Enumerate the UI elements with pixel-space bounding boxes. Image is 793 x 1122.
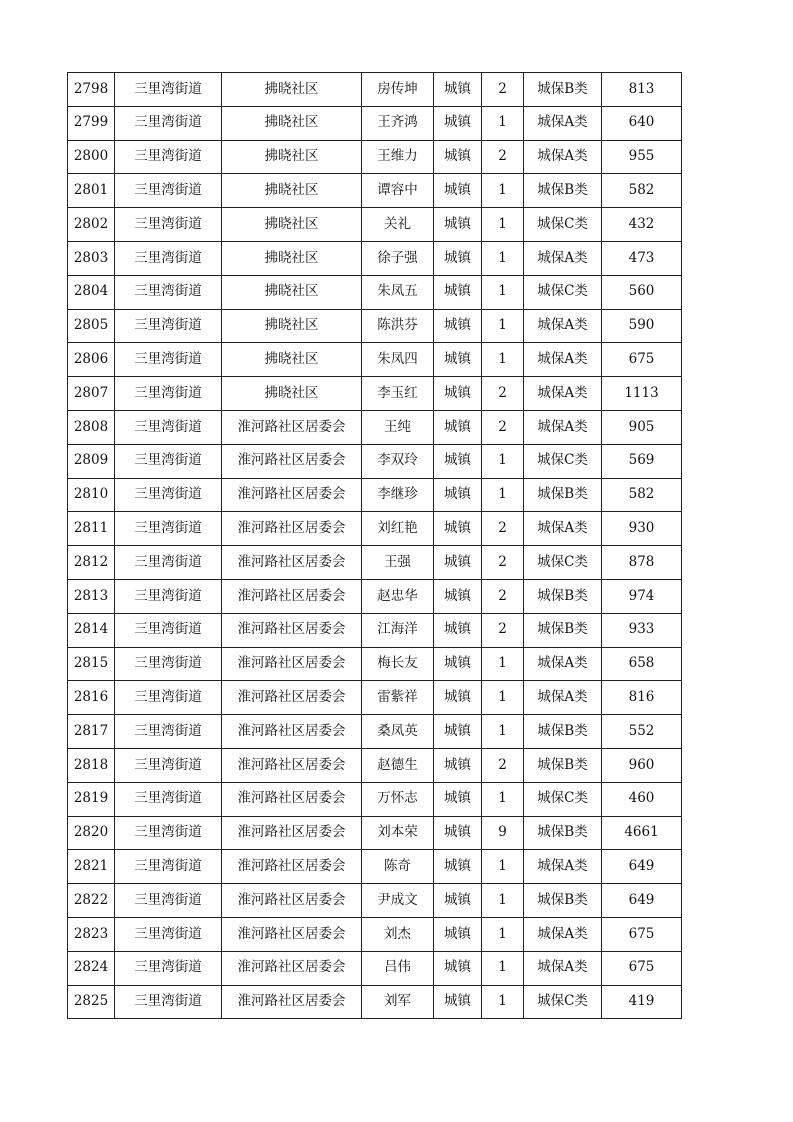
household-size-cell: 1 — [482, 681, 524, 715]
community-cell: 淮河路社区居委会 — [222, 613, 362, 647]
street-office-cell: 三里湾街道 — [115, 140, 222, 174]
household-size-cell: 1 — [482, 884, 524, 918]
serial-number-cell: 2825 — [68, 985, 115, 1019]
community-cell: 拂晓社区 — [222, 140, 362, 174]
household-type-cell: 城镇 — [434, 377, 482, 411]
person-name-cell: 房传坤 — [362, 73, 434, 107]
person-name-cell: 桑凤英 — [362, 715, 434, 749]
street-office-cell: 三里湾街道 — [115, 275, 222, 309]
household-type-cell: 城镇 — [434, 985, 482, 1019]
table-row — [68, 444, 682, 478]
community-cell: 淮河路社区居委会 — [222, 816, 362, 850]
amount-cell: 640 — [602, 106, 682, 140]
household-type-cell: 城镇 — [434, 681, 482, 715]
person-name-cell: 李玉红 — [362, 377, 434, 411]
insurance-category-cell: 城保A类 — [524, 410, 602, 444]
insurance-category-cell: 城保C类 — [524, 782, 602, 816]
person-name-cell: 雷紫祥 — [362, 681, 434, 715]
person-name-cell: 李双玲 — [362, 444, 434, 478]
amount-cell: 955 — [602, 140, 682, 174]
household-type-cell: 城镇 — [434, 444, 482, 478]
household-size-cell: 1 — [482, 478, 524, 512]
insurance-category-cell: 城保C类 — [524, 546, 602, 580]
table-row — [68, 985, 682, 1019]
household-size-cell: 2 — [482, 748, 524, 782]
insurance-category-cell: 城保C类 — [524, 208, 602, 242]
roster-table — [67, 72, 682, 1019]
person-name-cell: 刘本荣 — [362, 816, 434, 850]
insurance-category-cell: 城保B类 — [524, 73, 602, 107]
table-row — [68, 884, 682, 918]
community-cell: 拂晓社区 — [222, 309, 362, 343]
serial-number-cell: 2815 — [68, 647, 115, 681]
household-type-cell: 城镇 — [434, 647, 482, 681]
household-size-cell: 2 — [482, 410, 524, 444]
person-name-cell: 陈奇 — [362, 850, 434, 884]
street-office-cell: 三里湾街道 — [115, 478, 222, 512]
community-cell: 淮河路社区居委会 — [222, 951, 362, 985]
household-size-cell: 2 — [482, 613, 524, 647]
household-type-cell: 城镇 — [434, 748, 482, 782]
household-type-cell: 城镇 — [434, 73, 482, 107]
person-name-cell: 陈洪芬 — [362, 309, 434, 343]
household-size-cell: 1 — [482, 208, 524, 242]
table-row — [68, 850, 682, 884]
serial-number-cell: 2811 — [68, 512, 115, 546]
person-name-cell: 尹成文 — [362, 884, 434, 918]
serial-number-cell: 2800 — [68, 140, 115, 174]
household-size-cell: 2 — [482, 579, 524, 613]
community-cell: 淮河路社区居委会 — [222, 917, 362, 951]
household-type-cell: 城镇 — [434, 715, 482, 749]
amount-cell: 4661 — [602, 816, 682, 850]
household-type-cell: 城镇 — [434, 613, 482, 647]
table-row — [68, 681, 682, 715]
amount-cell: 905 — [602, 410, 682, 444]
community-cell: 淮河路社区居委会 — [222, 410, 362, 444]
street-office-cell: 三里湾街道 — [115, 613, 222, 647]
table-row — [68, 647, 682, 681]
person-name-cell: 关礼 — [362, 208, 434, 242]
community-cell: 淮河路社区居委会 — [222, 850, 362, 884]
serial-number-cell: 2822 — [68, 884, 115, 918]
serial-number-cell: 2810 — [68, 478, 115, 512]
community-cell: 淮河路社区居委会 — [222, 681, 362, 715]
community-cell: 淮河路社区居委会 — [222, 715, 362, 749]
table-row — [68, 478, 682, 512]
household-type-cell: 城镇 — [434, 174, 482, 208]
serial-number-cell: 2798 — [68, 73, 115, 107]
serial-number-cell: 2821 — [68, 850, 115, 884]
insurance-category-cell: 城保B类 — [524, 579, 602, 613]
serial-number-cell: 2817 — [68, 715, 115, 749]
document-page — [67, 72, 682, 1019]
amount-cell: 974 — [602, 579, 682, 613]
household-size-cell: 1 — [482, 985, 524, 1019]
household-type-cell: 城镇 — [434, 478, 482, 512]
person-name-cell: 吕伟 — [362, 951, 434, 985]
insurance-category-cell: 城保A类 — [524, 647, 602, 681]
amount-cell: 675 — [602, 951, 682, 985]
amount-cell: 649 — [602, 884, 682, 918]
serial-number-cell: 2809 — [68, 444, 115, 478]
person-name-cell: 王维力 — [362, 140, 434, 174]
serial-number-cell: 2799 — [68, 106, 115, 140]
amount-cell: 675 — [602, 343, 682, 377]
serial-number-cell: 2814 — [68, 613, 115, 647]
table-row — [68, 613, 682, 647]
insurance-category-cell: 城保A类 — [524, 309, 602, 343]
household-size-cell: 1 — [482, 241, 524, 275]
person-name-cell: 刘红艳 — [362, 512, 434, 546]
household-size-cell: 1 — [482, 715, 524, 749]
amount-cell: 569 — [602, 444, 682, 478]
community-cell: 拂晓社区 — [222, 241, 362, 275]
community-cell: 淮河路社区居委会 — [222, 444, 362, 478]
household-size-cell: 9 — [482, 816, 524, 850]
amount-cell: 552 — [602, 715, 682, 749]
amount-cell: 582 — [602, 174, 682, 208]
table-row — [68, 140, 682, 174]
community-cell: 淮河路社区居委会 — [222, 579, 362, 613]
insurance-category-cell: 城保A类 — [524, 377, 602, 411]
insurance-category-cell: 城保A类 — [524, 106, 602, 140]
household-size-cell: 1 — [482, 275, 524, 309]
amount-cell: 432 — [602, 208, 682, 242]
street-office-cell: 三里湾街道 — [115, 106, 222, 140]
table-row — [68, 377, 682, 411]
person-name-cell: 万怀志 — [362, 782, 434, 816]
street-office-cell: 三里湾街道 — [115, 816, 222, 850]
person-name-cell: 王齐鸿 — [362, 106, 434, 140]
insurance-category-cell: 城保B类 — [524, 478, 602, 512]
table-row — [68, 782, 682, 816]
serial-number-cell: 2812 — [68, 546, 115, 580]
serial-number-cell: 2819 — [68, 782, 115, 816]
serial-number-cell: 2824 — [68, 951, 115, 985]
table-row — [68, 241, 682, 275]
serial-number-cell: 2801 — [68, 174, 115, 208]
household-type-cell: 城镇 — [434, 275, 482, 309]
household-type-cell: 城镇 — [434, 884, 482, 918]
street-office-cell: 三里湾街道 — [115, 377, 222, 411]
table-row — [68, 816, 682, 850]
amount-cell: 960 — [602, 748, 682, 782]
amount-cell: 658 — [602, 647, 682, 681]
household-size-cell: 1 — [482, 850, 524, 884]
street-office-cell: 三里湾街道 — [115, 748, 222, 782]
roster-body — [68, 73, 682, 1019]
serial-number-cell: 2823 — [68, 917, 115, 951]
insurance-category-cell: 城保A类 — [524, 850, 602, 884]
street-office-cell: 三里湾街道 — [115, 681, 222, 715]
person-name-cell: 朱凤五 — [362, 275, 434, 309]
community-cell: 拂晓社区 — [222, 377, 362, 411]
street-office-cell: 三里湾街道 — [115, 241, 222, 275]
amount-cell: 560 — [602, 275, 682, 309]
amount-cell: 813 — [602, 73, 682, 107]
person-name-cell: 江海洋 — [362, 613, 434, 647]
person-name-cell: 刘杰 — [362, 917, 434, 951]
table-row — [68, 174, 682, 208]
street-office-cell: 三里湾街道 — [115, 850, 222, 884]
household-type-cell: 城镇 — [434, 850, 482, 884]
serial-number-cell: 2805 — [68, 309, 115, 343]
insurance-category-cell: 城保C类 — [524, 985, 602, 1019]
community-cell: 淮河路社区居委会 — [222, 985, 362, 1019]
household-type-cell: 城镇 — [434, 546, 482, 580]
community-cell: 拂晓社区 — [222, 73, 362, 107]
insurance-category-cell: 城保A类 — [524, 241, 602, 275]
table-row — [68, 73, 682, 107]
table-row — [68, 546, 682, 580]
household-size-cell: 2 — [482, 377, 524, 411]
person-name-cell: 赵忠华 — [362, 579, 434, 613]
household-type-cell: 城镇 — [434, 208, 482, 242]
street-office-cell: 三里湾街道 — [115, 343, 222, 377]
serial-number-cell: 2808 — [68, 410, 115, 444]
street-office-cell: 三里湾街道 — [115, 579, 222, 613]
street-office-cell: 三里湾街道 — [115, 208, 222, 242]
insurance-category-cell: 城保B类 — [524, 884, 602, 918]
street-office-cell: 三里湾街道 — [115, 985, 222, 1019]
amount-cell: 473 — [602, 241, 682, 275]
insurance-category-cell: 城保C类 — [524, 275, 602, 309]
community-cell: 淮河路社区居委会 — [222, 546, 362, 580]
household-size-cell: 2 — [482, 73, 524, 107]
household-type-cell: 城镇 — [434, 782, 482, 816]
insurance-category-cell: 城保A类 — [524, 951, 602, 985]
insurance-category-cell: 城保B类 — [524, 715, 602, 749]
community-cell: 淮河路社区居委会 — [222, 478, 362, 512]
household-type-cell: 城镇 — [434, 917, 482, 951]
household-size-cell: 1 — [482, 782, 524, 816]
amount-cell: 1113 — [602, 377, 682, 411]
serial-number-cell: 2820 — [68, 816, 115, 850]
street-office-cell: 三里湾街道 — [115, 444, 222, 478]
insurance-category-cell: 城保B类 — [524, 816, 602, 850]
table-row — [68, 106, 682, 140]
community-cell: 拂晓社区 — [222, 174, 362, 208]
amount-cell: 649 — [602, 850, 682, 884]
household-type-cell: 城镇 — [434, 106, 482, 140]
table-row — [68, 917, 682, 951]
person-name-cell: 朱凤四 — [362, 343, 434, 377]
table-row — [68, 410, 682, 444]
serial-number-cell: 2804 — [68, 275, 115, 309]
household-size-cell: 2 — [482, 512, 524, 546]
table-row — [68, 951, 682, 985]
table-row — [68, 715, 682, 749]
insurance-category-cell: 城保A类 — [524, 512, 602, 546]
community-cell: 淮河路社区居委会 — [222, 512, 362, 546]
serial-number-cell: 2802 — [68, 208, 115, 242]
community-cell: 拂晓社区 — [222, 343, 362, 377]
serial-number-cell: 2807 — [68, 377, 115, 411]
amount-cell: 590 — [602, 309, 682, 343]
table-row — [68, 512, 682, 546]
person-name-cell: 刘军 — [362, 985, 434, 1019]
insurance-category-cell: 城保B类 — [524, 174, 602, 208]
table-row — [68, 579, 682, 613]
community-cell: 淮河路社区居委会 — [222, 782, 362, 816]
household-type-cell: 城镇 — [434, 309, 482, 343]
household-size-cell: 1 — [482, 343, 524, 377]
household-type-cell: 城镇 — [434, 951, 482, 985]
table-row — [68, 309, 682, 343]
insurance-category-cell: 城保A类 — [524, 917, 602, 951]
table-row — [68, 208, 682, 242]
street-office-cell: 三里湾街道 — [115, 884, 222, 918]
household-size-cell: 1 — [482, 174, 524, 208]
person-name-cell: 王强 — [362, 546, 434, 580]
serial-number-cell: 2803 — [68, 241, 115, 275]
insurance-category-cell: 城保B类 — [524, 613, 602, 647]
person-name-cell: 李继珍 — [362, 478, 434, 512]
household-size-cell: 1 — [482, 917, 524, 951]
household-type-cell: 城镇 — [434, 343, 482, 377]
person-name-cell: 王纯 — [362, 410, 434, 444]
serial-number-cell: 2818 — [68, 748, 115, 782]
community-cell: 拂晓社区 — [222, 208, 362, 242]
community-cell: 拂晓社区 — [222, 275, 362, 309]
person-name-cell: 梅长友 — [362, 647, 434, 681]
person-name-cell: 赵德生 — [362, 748, 434, 782]
amount-cell: 816 — [602, 681, 682, 715]
insurance-category-cell: 城保B类 — [524, 748, 602, 782]
amount-cell: 930 — [602, 512, 682, 546]
amount-cell: 582 — [602, 478, 682, 512]
household-size-cell: 1 — [482, 444, 524, 478]
insurance-category-cell: 城保A类 — [524, 140, 602, 174]
street-office-cell: 三里湾街道 — [115, 512, 222, 546]
street-office-cell: 三里湾街道 — [115, 782, 222, 816]
amount-cell: 419 — [602, 985, 682, 1019]
household-type-cell: 城镇 — [434, 410, 482, 444]
insurance-category-cell: 城保A类 — [524, 343, 602, 377]
person-name-cell: 谭容中 — [362, 174, 434, 208]
community-cell: 拂晓社区 — [222, 106, 362, 140]
household-size-cell: 1 — [482, 647, 524, 681]
table-row — [68, 748, 682, 782]
household-type-cell: 城镇 — [434, 512, 482, 546]
table-row — [68, 275, 682, 309]
amount-cell: 933 — [602, 613, 682, 647]
serial-number-cell: 2806 — [68, 343, 115, 377]
person-name-cell: 徐子强 — [362, 241, 434, 275]
street-office-cell: 三里湾街道 — [115, 647, 222, 681]
street-office-cell: 三里湾街道 — [115, 73, 222, 107]
household-size-cell: 1 — [482, 951, 524, 985]
street-office-cell: 三里湾街道 — [115, 309, 222, 343]
household-size-cell: 1 — [482, 309, 524, 343]
serial-number-cell: 2816 — [68, 681, 115, 715]
household-type-cell: 城镇 — [434, 579, 482, 613]
household-size-cell: 1 — [482, 106, 524, 140]
street-office-cell: 三里湾街道 — [115, 715, 222, 749]
table-row — [68, 343, 682, 377]
insurance-category-cell: 城保C类 — [524, 444, 602, 478]
community-cell: 淮河路社区居委会 — [222, 884, 362, 918]
street-office-cell: 三里湾街道 — [115, 546, 222, 580]
street-office-cell: 三里湾街道 — [115, 410, 222, 444]
household-type-cell: 城镇 — [434, 241, 482, 275]
household-type-cell: 城镇 — [434, 140, 482, 174]
street-office-cell: 三里湾街道 — [115, 951, 222, 985]
amount-cell: 460 — [602, 782, 682, 816]
amount-cell: 878 — [602, 546, 682, 580]
serial-number-cell: 2813 — [68, 579, 115, 613]
household-size-cell: 2 — [482, 140, 524, 174]
street-office-cell: 三里湾街道 — [115, 174, 222, 208]
household-type-cell: 城镇 — [434, 816, 482, 850]
insurance-category-cell: 城保A类 — [524, 681, 602, 715]
amount-cell: 675 — [602, 917, 682, 951]
community-cell: 淮河路社区居委会 — [222, 748, 362, 782]
community-cell: 淮河路社区居委会 — [222, 647, 362, 681]
household-size-cell: 2 — [482, 546, 524, 580]
street-office-cell: 三里湾街道 — [115, 917, 222, 951]
